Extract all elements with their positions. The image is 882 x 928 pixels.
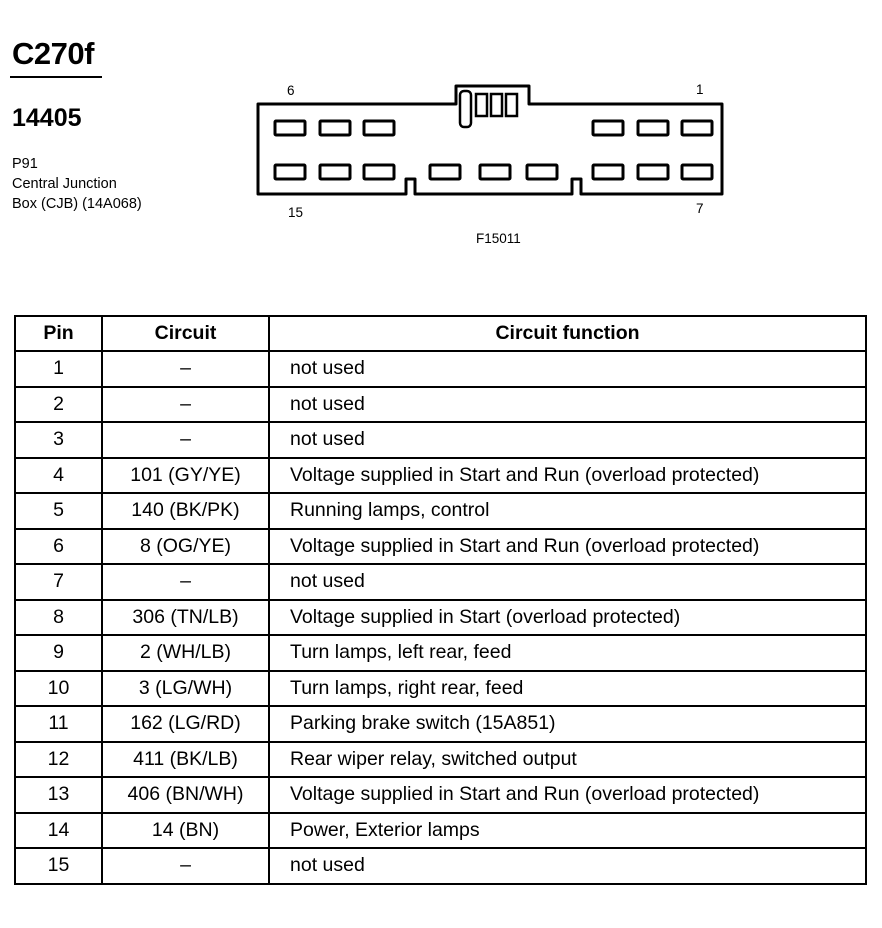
connector-title: C270f bbox=[12, 36, 94, 71]
pin-cell: 3 bbox=[15, 422, 102, 458]
function-cell: Rear wiper relay, switched output bbox=[269, 742, 866, 778]
function-cell: Parking brake switch (15A851) bbox=[269, 706, 866, 742]
function-cell: not used bbox=[269, 564, 866, 600]
function-cell: Voltage supplied in Start (overload protected) bbox=[269, 600, 866, 636]
description-line: Box (CJB) (14A068) bbox=[12, 196, 142, 212]
pin-cell: 7 bbox=[15, 564, 102, 600]
table-row bbox=[15, 600, 866, 636]
function-cell: Voltage supplied in Start and Run (overload protected) bbox=[269, 777, 866, 813]
table-row bbox=[15, 671, 866, 707]
pin-cell: 9 bbox=[15, 635, 102, 671]
circuit-cell: 8 (OG/YE) bbox=[102, 529, 269, 565]
pin-cell: 5 bbox=[15, 493, 102, 529]
table-row bbox=[15, 742, 866, 778]
latch-slot bbox=[491, 94, 502, 116]
title-underline bbox=[10, 76, 102, 78]
circuit-cell: – bbox=[102, 351, 269, 387]
pin-cell: 2 bbox=[15, 387, 102, 423]
circuit-cell: – bbox=[102, 387, 269, 423]
function-cell: not used bbox=[269, 422, 866, 458]
pin-cell: 6 bbox=[15, 529, 102, 565]
function-cell: Voltage supplied in Start and Run (overload protected) bbox=[269, 529, 866, 565]
part-number: 14405 bbox=[12, 104, 82, 132]
pin-cavity bbox=[682, 165, 712, 179]
column-header-pin: Pin bbox=[15, 316, 102, 351]
connector-face-diagram bbox=[250, 78, 740, 253]
function-cell: Turn lamps, right rear, feed bbox=[269, 671, 866, 707]
pin-cavity bbox=[320, 165, 350, 179]
pin-cell: 10 bbox=[15, 671, 102, 707]
description-line: P91 bbox=[12, 156, 38, 172]
table-row bbox=[15, 493, 866, 529]
circuit-cell: 411 (BK/LB) bbox=[102, 742, 269, 778]
pin-cavity bbox=[638, 121, 668, 135]
table-row bbox=[15, 564, 866, 600]
description-line: Central Junction bbox=[12, 176, 117, 192]
function-cell: not used bbox=[269, 351, 866, 387]
pin-cavity bbox=[364, 165, 394, 179]
pin-cavity bbox=[275, 165, 305, 179]
pin-cavity bbox=[364, 121, 394, 135]
table-row bbox=[15, 635, 866, 671]
pin-cell: 8 bbox=[15, 600, 102, 636]
latch-slot bbox=[460, 91, 471, 127]
table-row bbox=[15, 422, 866, 458]
latch-slot bbox=[476, 94, 487, 116]
circuit-cell: 306 (TN/LB) bbox=[102, 600, 269, 636]
circuit-cell: 140 (BK/PK) bbox=[102, 493, 269, 529]
circuit-cell: 2 (WH/LB) bbox=[102, 635, 269, 671]
circuit-cell: – bbox=[102, 564, 269, 600]
pin-cavity bbox=[593, 165, 623, 179]
pin-cavity bbox=[682, 121, 712, 135]
pin-cell: 13 bbox=[15, 777, 102, 813]
pin-cavity bbox=[480, 165, 510, 179]
function-cell: Running lamps, control bbox=[269, 493, 866, 529]
pin-cell: 15 bbox=[15, 848, 102, 884]
function-cell: not used bbox=[269, 387, 866, 423]
circuit-cell: – bbox=[102, 422, 269, 458]
pin-cell: 14 bbox=[15, 813, 102, 849]
circuit-cell: – bbox=[102, 848, 269, 884]
function-cell: not used bbox=[269, 848, 866, 884]
table-row bbox=[15, 777, 866, 813]
function-cell: Turn lamps, left rear, feed bbox=[269, 635, 866, 671]
pin-label-top-right: 1 bbox=[696, 82, 704, 97]
circuit-cell: 14 (BN) bbox=[102, 813, 269, 849]
pin-label-bottom-right: 7 bbox=[696, 201, 704, 216]
pin-label-top-left: 6 bbox=[287, 83, 295, 98]
function-cell: Power, Exterior lamps bbox=[269, 813, 866, 849]
pinout-table bbox=[14, 315, 867, 885]
pin-cell: 11 bbox=[15, 706, 102, 742]
table-row bbox=[15, 351, 866, 387]
table-row bbox=[15, 813, 866, 849]
table-row bbox=[15, 706, 866, 742]
circuit-cell: 3 (LG/WH) bbox=[102, 671, 269, 707]
table-row bbox=[15, 458, 866, 494]
pin-cavity bbox=[320, 121, 350, 135]
table-row bbox=[15, 529, 866, 565]
column-header-function: Circuit function bbox=[269, 316, 866, 351]
circuit-cell: 101 (GY/YE) bbox=[102, 458, 269, 494]
table-header-row bbox=[15, 316, 866, 351]
pin-cell: 1 bbox=[15, 351, 102, 387]
figure-code: F15011 bbox=[476, 231, 521, 246]
pin-label-bottom-left: 15 bbox=[288, 205, 304, 220]
column-header-circuit: Circuit bbox=[102, 316, 269, 351]
table-row bbox=[15, 848, 866, 884]
pin-cavity bbox=[430, 165, 460, 179]
pin-cavity bbox=[593, 121, 623, 135]
pin-cell: 12 bbox=[15, 742, 102, 778]
pin-cavity bbox=[527, 165, 557, 179]
connector-description bbox=[12, 154, 142, 214]
latch-slot bbox=[506, 94, 517, 116]
pin-cell: 4 bbox=[15, 458, 102, 494]
table-row bbox=[15, 387, 866, 423]
pin-cavity bbox=[638, 165, 668, 179]
circuit-cell: 406 (BN/WH) bbox=[102, 777, 269, 813]
circuit-cell: 162 (LG/RD) bbox=[102, 706, 269, 742]
pin-cavity bbox=[275, 121, 305, 135]
function-cell: Voltage supplied in Start and Run (overload protected) bbox=[269, 458, 866, 494]
